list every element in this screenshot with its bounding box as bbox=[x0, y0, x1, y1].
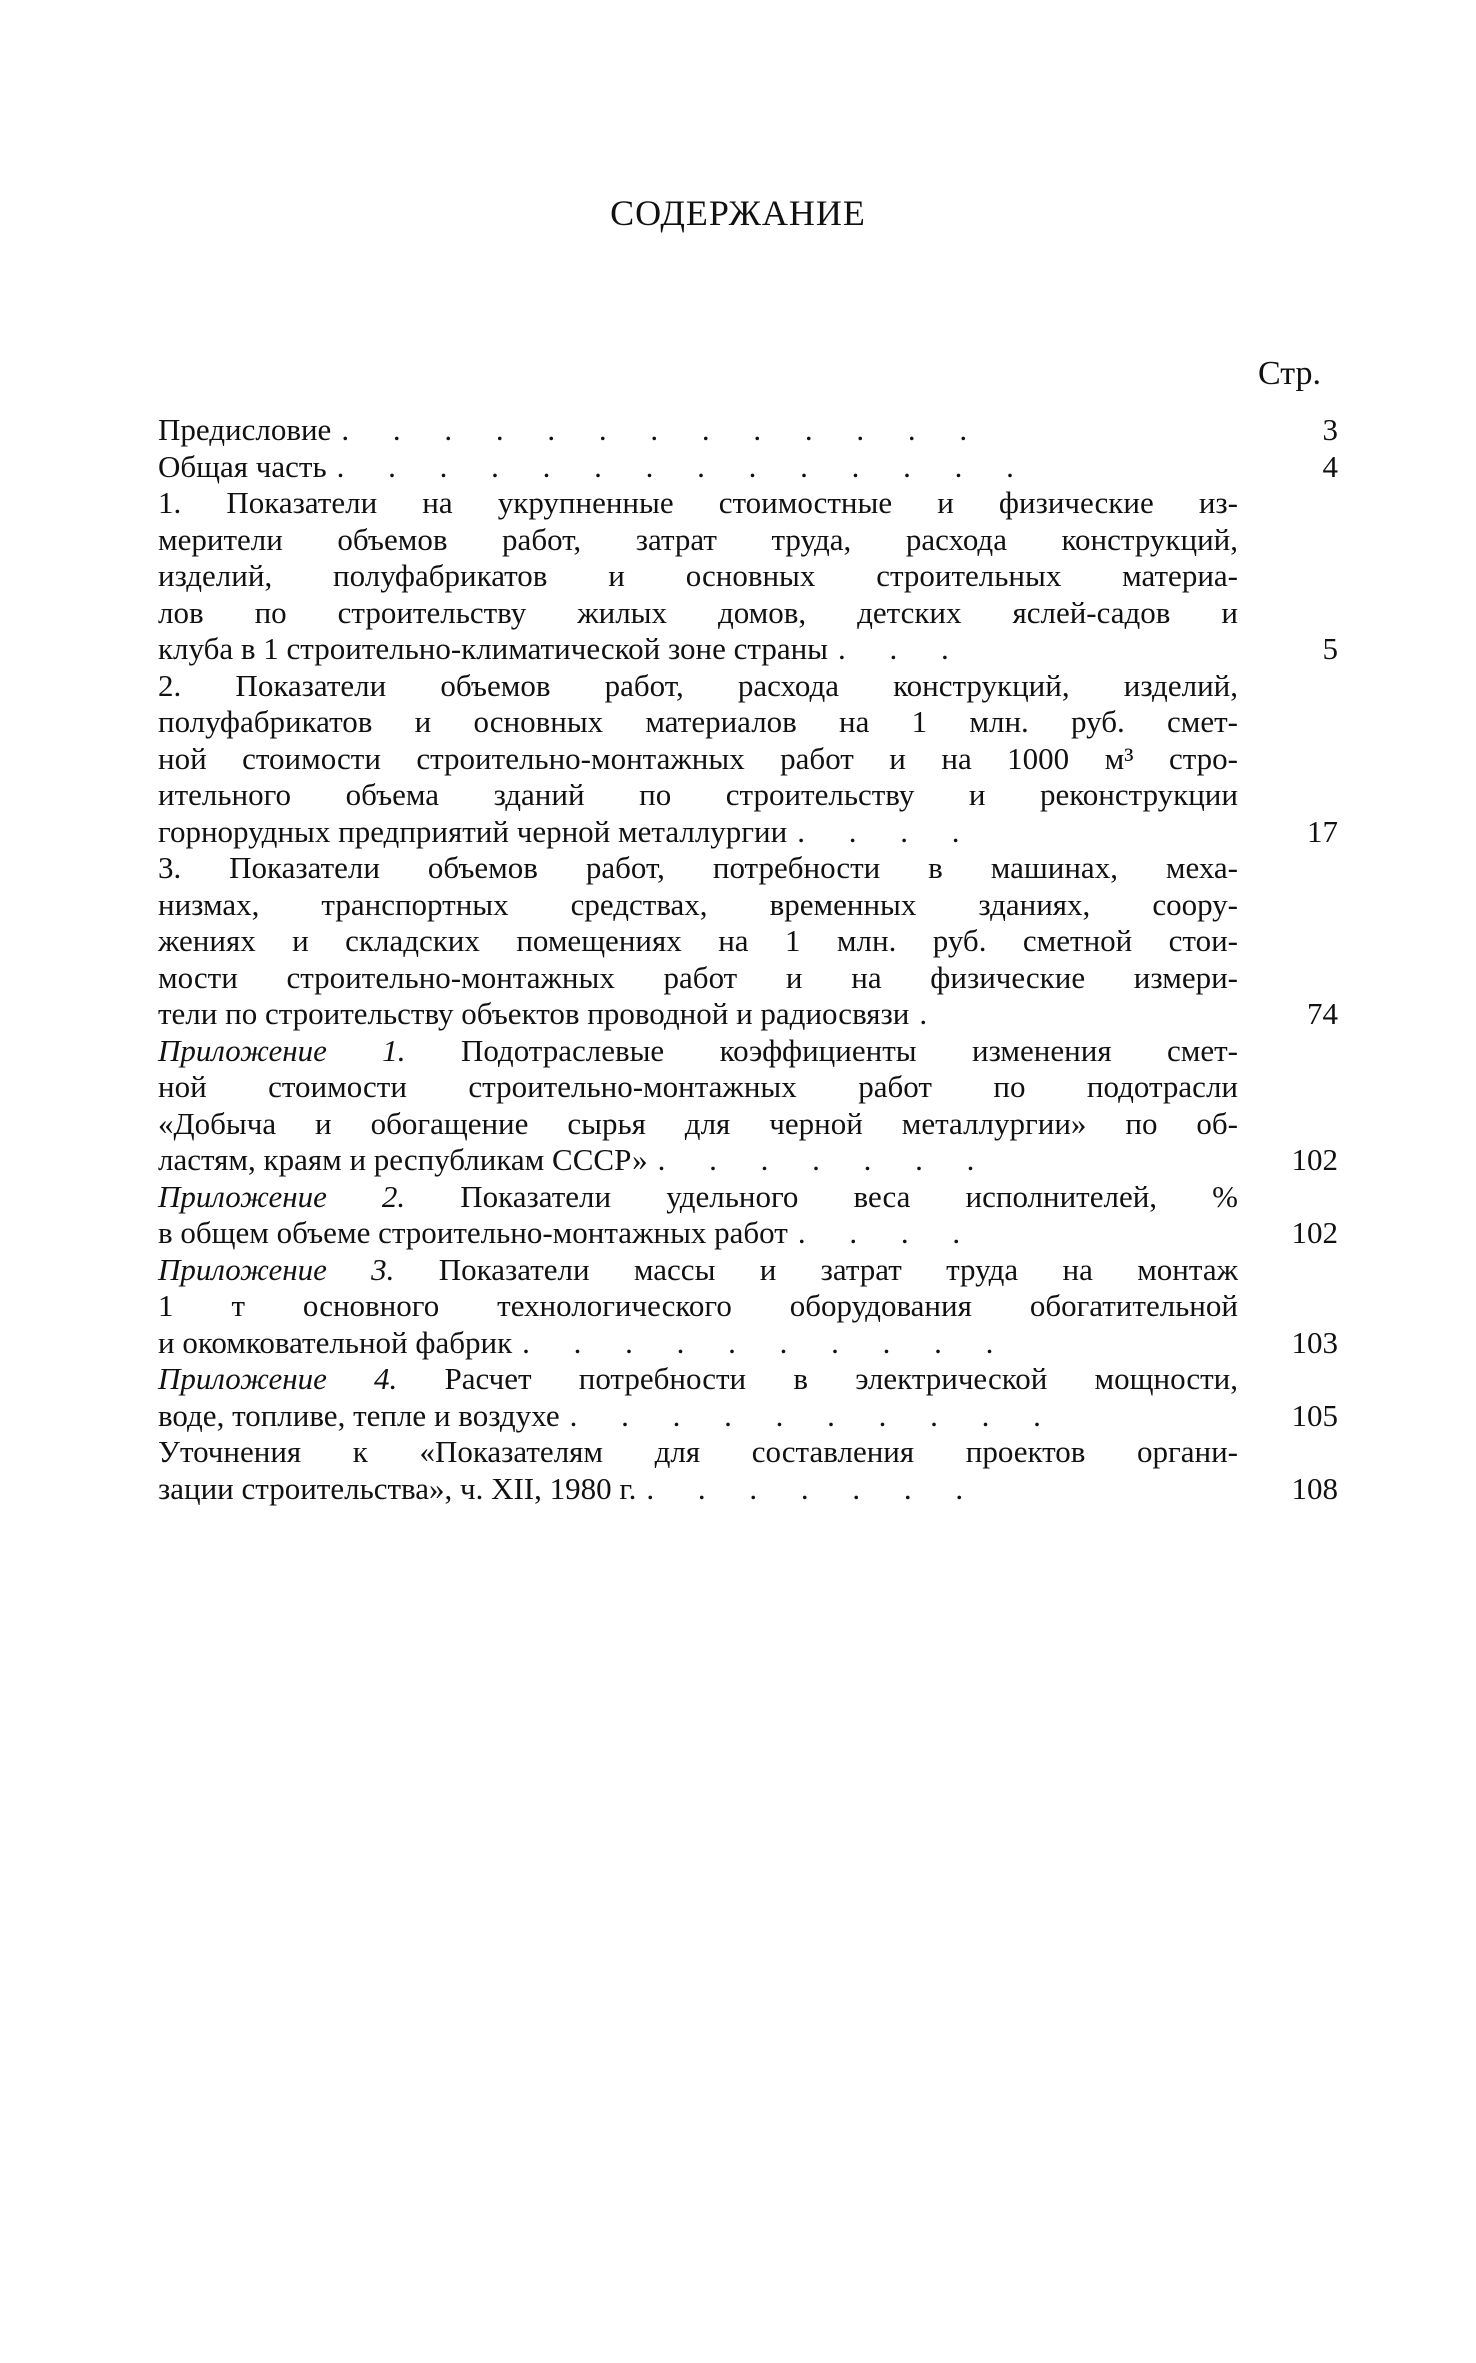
toc-entry-text bbox=[158, 1033, 1238, 1179]
toc-entry-line bbox=[158, 1434, 1238, 1471]
dot-leader: . . . . . . . . . . . . . bbox=[341, 412, 986, 447]
table-of-contents bbox=[158, 412, 1338, 1507]
toc-line-text: мости строительно-монтажных работ и на физические измери- bbox=[158, 959, 1238, 995]
dot-leader: . . . . . . . . . . . . . . bbox=[336, 448, 1032, 484]
toc-line-text: 1 т основного технологического оборудования обогатительной bbox=[158, 1288, 1238, 1323]
dot-leader: . . . . . . . . . . bbox=[569, 1397, 1059, 1433]
toc-entry-line bbox=[158, 1288, 1238, 1325]
toc-entry-line bbox=[158, 449, 1238, 486]
dot-leader: . . . . bbox=[797, 1215, 979, 1250]
toc-entry bbox=[158, 485, 1338, 668]
appendix-label: Приложение 2. bbox=[158, 1178, 406, 1214]
appendix-label: Приложение 1. bbox=[158, 1032, 406, 1068]
dot-leader: . . . . . . . bbox=[646, 1470, 982, 1506]
toc-line-text: 3. Показатели объемов работ, потребности в машинах, меха- bbox=[158, 850, 1238, 885]
dot-leader: . . . . bbox=[797, 813, 978, 849]
appendix-label: Приложение 3. bbox=[158, 1251, 395, 1287]
appendix-label: Приложение 4. bbox=[158, 1361, 398, 1396]
toc-entry bbox=[158, 1434, 1338, 1507]
toc-entry-line bbox=[158, 996, 1238, 1033]
toc-line-text: горнорудных предприятий черной металлургии bbox=[158, 813, 788, 849]
toc-entry-line bbox=[158, 412, 1238, 449]
toc-page-number: 102 bbox=[1291, 1215, 1338, 1250]
toc-entry bbox=[158, 412, 1338, 449]
toc-page-number: 3 bbox=[1322, 412, 1338, 447]
toc-entry-line bbox=[158, 887, 1238, 924]
toc-entry bbox=[158, 449, 1338, 486]
toc-entry-text bbox=[158, 668, 1238, 851]
toc-entry-line bbox=[158, 1106, 1238, 1143]
toc-page-number: 105 bbox=[1291, 1397, 1338, 1433]
toc-page-number: 102 bbox=[1291, 1142, 1338, 1177]
toc-line-text: жениях и складских помещениях на 1 млн. руб. сметной стои- bbox=[158, 923, 1238, 958]
toc-entry-line bbox=[158, 850, 1238, 887]
toc-line-text: ительного объема зданий по строительству и реконструкции bbox=[158, 777, 1238, 812]
toc-line-text: Подотраслевые коэффициенты изменения смет- bbox=[405, 1032, 1238, 1068]
toc-entry-text bbox=[158, 850, 1238, 1033]
toc-line-text: полуфабрикатов и основных материалов на 1 млн. руб. смет- bbox=[158, 704, 1238, 739]
dot-leader: . . . . . . . bbox=[657, 1142, 993, 1177]
toc-line-text: мерители объемов работ, затрат труда, расхода конструкций, bbox=[158, 521, 1238, 557]
toc-entry-line bbox=[158, 704, 1238, 741]
page-number-column-header: Стр. bbox=[1257, 355, 1321, 392]
toc-entry-line bbox=[158, 1361, 1238, 1398]
toc-entry-line bbox=[158, 558, 1238, 595]
toc-line-text: изделий, полуфабрикатов и основных строительных материа- bbox=[158, 558, 1238, 593]
toc-entry-line bbox=[158, 777, 1238, 814]
toc-entry bbox=[158, 668, 1338, 851]
toc-line-text: ной стоимости строительно-монтажных работ и на 1000 м³ стро- bbox=[158, 740, 1238, 776]
toc-line-text: Уточнения к «Показателям для составления проектов органи- bbox=[158, 1434, 1238, 1469]
toc-line-text: 2. Показатели объемов работ, расхода конструкций, изделий, bbox=[158, 667, 1238, 703]
toc-line-text: 1. Показатели на укрупненные стоимостные и физические из- bbox=[158, 485, 1238, 520]
toc-entry-line bbox=[158, 631, 1238, 668]
toc-entry-line bbox=[158, 741, 1238, 778]
toc-entry bbox=[158, 1033, 1338, 1179]
toc-line-text: «Добыча и обогащение сырья для черной металлургии» по об- bbox=[158, 1105, 1238, 1141]
toc-entry bbox=[158, 1179, 1338, 1252]
dot-leader: . bbox=[919, 996, 946, 1031]
toc-line-text: тели по строительству объектов проводной и радиосвязи bbox=[158, 996, 910, 1031]
toc-entry-line bbox=[158, 1325, 1238, 1362]
toc-entry-line bbox=[158, 668, 1238, 705]
toc-entry-line bbox=[158, 1215, 1238, 1252]
toc-entry-line bbox=[158, 522, 1238, 559]
toc-line-text: низмах, транспортных средствах, временных зданиях, соору- bbox=[158, 886, 1238, 922]
toc-entry-text bbox=[158, 1361, 1238, 1434]
toc-entry-text bbox=[158, 1179, 1238, 1252]
toc-entry bbox=[158, 850, 1338, 1033]
toc-entry-text bbox=[158, 1252, 1238, 1362]
toc-line-text: зации строительства», ч. XII, 1980 г. bbox=[158, 1470, 637, 1506]
toc-page-number: 74 bbox=[1307, 996, 1338, 1031]
toc-page-number: 17 bbox=[1307, 813, 1338, 849]
toc-entry-line bbox=[158, 960, 1238, 997]
toc-line-text: Расчет потребности в электрической мощности, bbox=[397, 1361, 1238, 1396]
dot-leader: . . . bbox=[838, 631, 967, 666]
toc-entry-line bbox=[158, 923, 1238, 960]
toc-page-number: 108 bbox=[1291, 1470, 1338, 1506]
toc-line-text: Общая часть bbox=[158, 448, 327, 484]
toc-entry-line bbox=[158, 1142, 1238, 1179]
toc-line-text: в общем объеме строительно-монтажных работ bbox=[158, 1215, 788, 1250]
toc-line-text: клуба в 1 строительно-климатической зоне страны bbox=[158, 631, 828, 666]
toc-line-text: ной стоимости строительно-монтажных работ по подотрасли bbox=[158, 1069, 1238, 1104]
toc-entry-line bbox=[158, 595, 1238, 632]
toc-entry-text bbox=[158, 1434, 1238, 1507]
toc-line-text: ластям, краям и республикам СССР» bbox=[158, 1142, 648, 1177]
toc-line-text: лов по строительству жилых домов, детских яслей-садов и bbox=[158, 594, 1238, 630]
toc-line-text: Показатели массы и затрат труда на монтаж bbox=[394, 1251, 1239, 1287]
toc-entry-line bbox=[158, 1069, 1238, 1106]
toc-entry-text bbox=[158, 485, 1238, 668]
toc-entry-line bbox=[158, 1471, 1238, 1508]
toc-page-number: 4 bbox=[1322, 448, 1338, 484]
toc-line-text: Показатели удельного веса исполнителей, % bbox=[405, 1178, 1238, 1214]
toc-entry-line bbox=[158, 485, 1238, 522]
toc-entry-line bbox=[158, 814, 1238, 851]
toc-entry-line bbox=[158, 1398, 1238, 1435]
page-title: СОДЕРЖАНИЕ bbox=[610, 193, 866, 233]
toc-entry-text bbox=[158, 412, 1238, 449]
toc-line-text: и окомковательной фабрик bbox=[158, 1324, 513, 1360]
toc-entry-line bbox=[158, 1033, 1238, 1070]
toc-page-number: 103 bbox=[1291, 1324, 1338, 1360]
toc-page-number: 5 bbox=[1322, 631, 1338, 666]
toc-entry bbox=[158, 1252, 1338, 1362]
toc-line-text: Предисловие bbox=[158, 412, 332, 447]
dot-leader: . . . . . . . . . . bbox=[522, 1324, 1012, 1360]
toc-entry bbox=[158, 1361, 1338, 1434]
toc-entry-line bbox=[158, 1179, 1238, 1216]
toc-entry-line bbox=[158, 1252, 1238, 1289]
toc-entry-text bbox=[158, 449, 1238, 486]
toc-line-text: воде, топливе, тепле и воздухе bbox=[158, 1397, 560, 1433]
